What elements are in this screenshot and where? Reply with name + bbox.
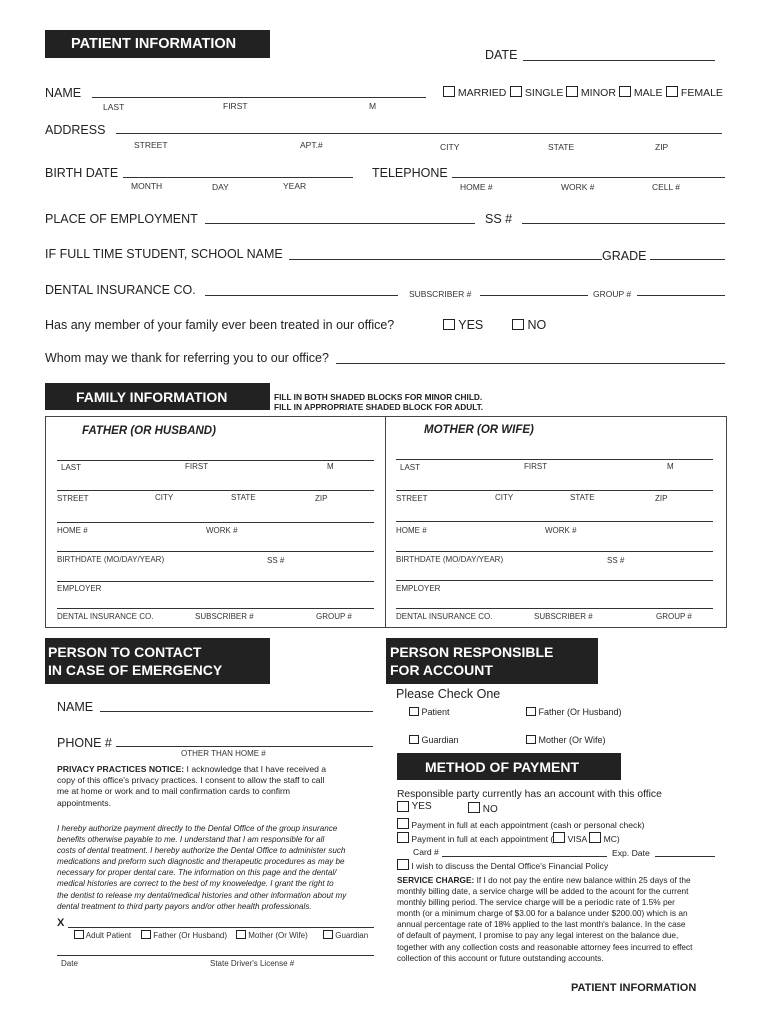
sig-mother-option: Mother (Or Wife) bbox=[236, 930, 308, 940]
father-line-4 bbox=[57, 551, 374, 552]
privacy-line-3: me at home or work and to mail confirmation cards to confirm bbox=[57, 786, 291, 797]
female-label: FEMALE bbox=[680, 87, 723, 99]
phone-sub-work: WORK # bbox=[561, 182, 595, 192]
card-label: Card # bbox=[413, 847, 439, 857]
check-one-label: Please Check One bbox=[396, 687, 501, 701]
exp-label: Exp. Date bbox=[612, 848, 650, 858]
family-information-title: FAMILY INFORMATION bbox=[76, 389, 228, 405]
mother-zip-label: ZIP bbox=[655, 494, 668, 503]
sig-guardian-checkbox[interactable] bbox=[323, 930, 333, 939]
patient-information-header bbox=[45, 30, 270, 58]
treated-yes-option bbox=[443, 318, 483, 332]
signature-x: X bbox=[57, 917, 65, 929]
marital-options bbox=[443, 86, 506, 99]
single-checkbox[interactable] bbox=[510, 86, 522, 97]
treated-question: Has any member of your family ever been treated in our office? bbox=[45, 318, 395, 332]
payment-opt2-checkbox[interactable] bbox=[397, 832, 409, 843]
address-sub-state: STATE bbox=[548, 142, 575, 152]
father-employer-label: EMPLOYER bbox=[57, 584, 102, 593]
referral-field[interactable] bbox=[336, 363, 725, 364]
mother-state-label: STATE bbox=[570, 493, 595, 502]
responsible-header bbox=[386, 638, 598, 684]
mother-line-5 bbox=[396, 580, 713, 581]
mother-last-label: LAST bbox=[400, 463, 421, 472]
payment-opt3-checkbox[interactable] bbox=[397, 859, 409, 870]
male-checkbox[interactable] bbox=[619, 86, 631, 97]
mc-checkbox[interactable] bbox=[589, 832, 601, 843]
father-ss-label: SS # bbox=[267, 556, 285, 565]
date-field[interactable] bbox=[523, 60, 715, 61]
mother-line-4 bbox=[396, 551, 713, 552]
ss-label: SS # bbox=[485, 212, 513, 226]
name-sub-last: LAST bbox=[103, 102, 125, 112]
mother-subscriber-label: SUBSCRIBER # bbox=[534, 612, 593, 621]
emergency-contact-header bbox=[45, 638, 270, 684]
father-home-label: HOME # bbox=[57, 526, 88, 535]
treated-no-option bbox=[512, 318, 546, 332]
family-note-1: FILL IN BOTH SHADED BLOCKS FOR MINOR CHILD. bbox=[274, 392, 483, 402]
father-group-label: GROUP # bbox=[316, 612, 352, 621]
mother-line-1 bbox=[396, 459, 713, 460]
service-charge-text: SERVICE CHARGE: If I do not pay the entire new balance within 25 days of the monthly billing date, a service charge will be added to the acount for the current monthly billing period. The service charge will be a periodic rate of 1.5% per month (or a minimum charge of $3.00 for a balance under $200.00) which is an annual percentage rate of 18% applied to the last month's balance. In the case of default of payment, I promise to pay any legal interest on the balance due, together with any collection costs and reasonable attorney fees incurred to effect collection of this account or future outstanding accounts. bbox=[397, 875, 693, 963]
referral-question: Whom may we thank for referring you to our office? bbox=[45, 351, 329, 365]
father-city-label: CITY bbox=[155, 493, 174, 502]
privacy-line-1: PRIVACY PRACTICES NOTICE: I acknowledge that I have received a bbox=[57, 764, 327, 774]
birth-sub-year: YEAR bbox=[283, 181, 307, 191]
payment-opt1-checkbox[interactable] bbox=[397, 818, 409, 829]
phone-sub-home: HOME # bbox=[460, 182, 493, 192]
male-option bbox=[619, 86, 663, 99]
insurance-field[interactable] bbox=[205, 295, 398, 296]
emergency-name-label: NAME bbox=[57, 700, 94, 714]
father-street-label: STREET bbox=[57, 494, 89, 503]
father-work-label: WORK # bbox=[206, 526, 238, 535]
payment-yes-option: YES bbox=[397, 801, 432, 814]
family-note-2: FILL IN APPROPRIATE SHADED BLOCK FOR ADULT. bbox=[274, 402, 484, 412]
school-name-field[interactable] bbox=[289, 259, 602, 260]
mother-ss-label: SS # bbox=[607, 556, 625, 565]
father-m-label: M bbox=[327, 462, 334, 471]
visa-checkbox[interactable] bbox=[553, 832, 565, 843]
address-sub-apt: APT.# bbox=[300, 140, 323, 150]
resp-father-checkbox[interactable] bbox=[526, 707, 536, 716]
father-subscriber-label: SUBSCRIBER # bbox=[195, 612, 254, 621]
married-checkbox[interactable] bbox=[443, 86, 455, 97]
payment-opt2: Payment in full at each appointment ( VISA MC) bbox=[397, 832, 620, 844]
resp-patient-checkbox[interactable] bbox=[409, 707, 419, 716]
date-license-field[interactable] bbox=[57, 955, 374, 956]
mother-first-label: FIRST bbox=[524, 462, 548, 471]
payment-opt1: Payment in full at each appointment (cash or personal check) bbox=[397, 818, 645, 830]
minor-checkbox[interactable] bbox=[566, 86, 578, 97]
address-sub-street: STREET bbox=[134, 140, 168, 150]
mother-line-6 bbox=[396, 608, 713, 609]
emergency-phone-sub: OTHER THAN HOME # bbox=[181, 749, 266, 758]
mother-employer-label: EMPLOYER bbox=[396, 584, 441, 593]
single-label: SINGLE bbox=[524, 87, 564, 99]
father-zip-label: ZIP bbox=[315, 494, 328, 503]
father-title: FATHER (OR HUSBAND) bbox=[82, 425, 216, 437]
employment-label: PLACE OF EMPLOYMENT bbox=[45, 212, 198, 226]
sig-guardian-option: Guardian bbox=[323, 930, 368, 940]
privacy-notice bbox=[57, 764, 377, 809]
patient-information-title: PATIENT INFORMATION bbox=[71, 36, 237, 52]
signature-license-label: State Driver's License # bbox=[210, 959, 295, 968]
mother-line-2 bbox=[396, 490, 713, 491]
service-charge-heading: SERVICE CHARGE: bbox=[397, 875, 475, 885]
signature-field[interactable] bbox=[68, 927, 374, 928]
resp-father-option: Father (Or Husband) bbox=[526, 707, 622, 717]
sig-mother-checkbox[interactable] bbox=[236, 930, 246, 939]
payment-yes-checkbox[interactable] bbox=[397, 801, 409, 812]
emergency-title-1: PERSON TO CONTACT bbox=[48, 644, 202, 660]
birth-date-label: BIRTH DATE bbox=[45, 166, 119, 180]
birth-sub-day: DAY bbox=[212, 182, 229, 192]
exp-field[interactable] bbox=[655, 856, 715, 857]
insurance-group-label: GROUP # bbox=[593, 289, 632, 299]
family-information-header bbox=[45, 383, 270, 410]
name-field[interactable] bbox=[92, 97, 426, 98]
resp-patient-option: Patient bbox=[409, 707, 450, 717]
insurance-label: DENTAL INSURANCE CO. bbox=[45, 283, 196, 297]
mother-group-label: GROUP # bbox=[656, 612, 692, 621]
date-label: DATE bbox=[485, 48, 518, 62]
phone-sub-cell: CELL # bbox=[652, 182, 681, 192]
sig-father-option: Father (Or Husband) bbox=[141, 930, 227, 940]
card-field[interactable] bbox=[442, 856, 607, 857]
treated-no-checkbox[interactable] bbox=[512, 319, 524, 330]
mother-birthdate-label: BIRTHDATE (MO/DAY/YEAR) bbox=[396, 555, 504, 564]
sig-adult-option: Adult Patient bbox=[74, 930, 131, 940]
name-sub-first: FIRST bbox=[223, 101, 248, 111]
grade-field[interactable] bbox=[650, 259, 725, 260]
married-label: MARRIED bbox=[457, 87, 507, 99]
employment-field[interactable] bbox=[205, 223, 475, 224]
privacy-line-2: copy of this office's privacy practices. I consent to allow the staff to call bbox=[57, 775, 325, 786]
sig-father-checkbox[interactable] bbox=[141, 930, 151, 939]
treated-no-label: NO bbox=[527, 318, 547, 332]
address-sub-zip: ZIP bbox=[655, 142, 669, 152]
mother-street-label: STREET bbox=[396, 494, 428, 503]
mother-line-3 bbox=[396, 521, 713, 522]
mother-insurance-label: DENTAL INSURANCE CO. bbox=[396, 612, 493, 621]
telephone-field[interactable] bbox=[452, 177, 725, 178]
payment-opt3: I wish to discuss the Dental Office's Financial Policy bbox=[397, 859, 608, 871]
address-sub-city: CITY bbox=[440, 142, 460, 152]
insurance-group-field[interactable] bbox=[637, 295, 725, 296]
mother-home-label: HOME # bbox=[396, 526, 427, 535]
grade-label: GRADE bbox=[602, 249, 647, 263]
footer-label: PATIENT INFORMATION bbox=[571, 982, 697, 994]
payment-question: Responsible party currently has an account with this office bbox=[397, 789, 662, 800]
address-label: ADDRESS bbox=[45, 123, 106, 137]
payment-title: METHOD OF PAYMENT bbox=[425, 759, 580, 775]
father-line-2 bbox=[57, 490, 374, 491]
father-line-5 bbox=[57, 581, 374, 582]
mother-city-label: CITY bbox=[495, 493, 514, 502]
father-insurance-label: DENTAL INSURANCE CO. bbox=[57, 612, 154, 621]
single-option bbox=[510, 86, 563, 99]
minor-option bbox=[566, 86, 616, 99]
male-label: MALE bbox=[633, 87, 663, 99]
treated-yes-checkbox[interactable] bbox=[443, 319, 455, 330]
address-field[interactable] bbox=[116, 133, 722, 134]
insurance-subscriber-field[interactable] bbox=[480, 295, 588, 296]
treated-yes-label: YES bbox=[458, 318, 484, 332]
privacy-heading: PRIVACY PRACTICES NOTICE: bbox=[57, 764, 185, 774]
birth-sub-month: MONTH bbox=[131, 181, 163, 191]
emergency-phone-field[interactable] bbox=[116, 746, 373, 747]
female-option bbox=[666, 86, 723, 99]
father-line-6 bbox=[57, 608, 374, 609]
student-label: IF FULL TIME STUDENT, SCHOOL NAME bbox=[45, 247, 283, 261]
signature-date-label: Date bbox=[61, 959, 78, 968]
resp-guardian-checkbox[interactable] bbox=[409, 735, 419, 744]
birth-date-field[interactable] bbox=[123, 177, 353, 178]
father-line-1 bbox=[57, 460, 374, 461]
father-first-label: FIRST bbox=[185, 462, 209, 471]
resp-mother-checkbox[interactable] bbox=[526, 735, 536, 744]
female-checkbox[interactable] bbox=[666, 86, 678, 97]
authorization-text: I hereby authorize payment directly to the Dental Office of the group insurance benefits otherwise payable to me. I understand that I am responsible for all costs of dental treatment. I hereby authorize the Dental Office to administer such medications and preform such diagnostic and therapeutic procedures as may be necessary for proper dental care. The information on this page and the dental/ medical histories are correct to the best of my knoweledge. I grant the right to the dentist to release my dental/medical histories and other information about my dental treatment to third party payors and/or other health professionals. bbox=[57, 824, 347, 911]
privacy-line-4: appointments. bbox=[57, 797, 111, 808]
father-state-label: STATE bbox=[231, 493, 256, 502]
insurance-subscriber-label: SUBSCRIBER # bbox=[409, 289, 472, 299]
emergency-title-2: IN CASE OF EMERGENCY bbox=[48, 662, 223, 678]
telephone-label: TELEPHONE bbox=[372, 166, 448, 180]
payment-header bbox=[397, 753, 621, 780]
ss-field[interactable] bbox=[522, 223, 725, 224]
emergency-name-field[interactable] bbox=[100, 711, 373, 712]
name-sub-m: M bbox=[369, 101, 377, 111]
sig-adult-checkbox[interactable] bbox=[74, 930, 84, 939]
resp-mother-option: Mother (Or Wife) bbox=[526, 735, 606, 745]
mother-m-label: M bbox=[667, 462, 674, 471]
mother-work-label: WORK # bbox=[545, 526, 577, 535]
mother-title: MOTHER (OR WIFE) bbox=[424, 424, 534, 436]
responsible-title-1: PERSON RESPONSIBLE bbox=[390, 644, 554, 660]
father-birthdate-label: BIRTHDATE (MO/DAY/YEAR) bbox=[57, 555, 165, 564]
family-divider bbox=[385, 416, 386, 627]
father-line-3 bbox=[57, 522, 374, 523]
resp-guardian-option: Guardian bbox=[409, 735, 459, 745]
responsible-title-2: FOR ACCOUNT bbox=[390, 662, 493, 678]
minor-label: MINOR bbox=[580, 87, 616, 99]
name-label: NAME bbox=[45, 86, 82, 100]
payment-no-checkbox[interactable] bbox=[468, 802, 480, 813]
payment-no-option: NO bbox=[468, 802, 498, 815]
father-last-label: LAST bbox=[61, 463, 82, 472]
emergency-phone-label: PHONE # bbox=[57, 736, 112, 750]
